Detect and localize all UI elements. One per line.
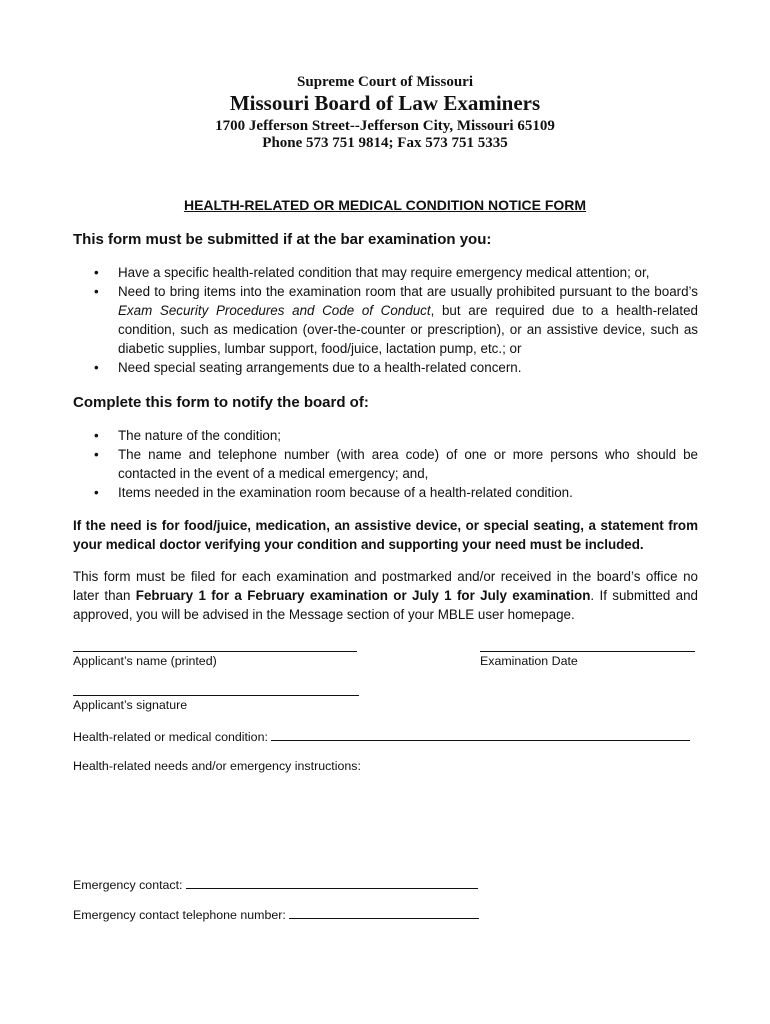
- form-title: HEALTH-RELATED OR MEDICAL CONDITION NOTICE FORM: [183, 197, 587, 213]
- notify-board-heading: Complete this form to notify the board of:: [73, 394, 369, 411]
- board-phone-fax: Phone 573 751 9814; Fax 573 751 5335: [262, 135, 508, 151]
- applicant-name-label: Applicant’s name (printed): [73, 654, 217, 668]
- emergency-phone-label: Emergency contact telephone number:: [73, 908, 286, 922]
- condition-field: [73, 728, 690, 744]
- list-item: • Items needed in the examination room because of a health-related condition.: [73, 483, 698, 502]
- applicant-name-line[interactable]: [73, 651, 357, 652]
- filing-deadline: February 1 for a February examination or July 1 for July examination: [135, 588, 591, 603]
- list-item: • The name and telephone number (with area code) of one or more persons who should be contacted in the event of a medical emergency; and,: [73, 445, 698, 483]
- code-of-conduct-title: Exam Security Procedures and Code of Conduct: [118, 303, 431, 318]
- submission-conditions-heading: This form must be submitted if at the bar examination you:: [73, 231, 492, 248]
- needs-field: [73, 759, 361, 773]
- condition-label: Health-related or medical condition:: [73, 730, 268, 744]
- notify-board-list: [73, 426, 698, 502]
- emergency-phone-input-line[interactable]: [289, 906, 479, 919]
- exam-date-line[interactable]: [480, 651, 695, 652]
- board-name: Missouri Board of Law Examiners: [229, 91, 541, 115]
- court-name: Supreme Court of Missouri: [297, 74, 473, 90]
- list-item: • The nature of the condition;: [73, 426, 698, 445]
- emergency-phone-field: [73, 906, 479, 922]
- board-address: 1700 Jefferson Street--Jefferson City, Missouri 65109: [215, 118, 555, 134]
- list-item: • Have a specific health-related condition that may require emergency medical attention; or,: [73, 263, 698, 282]
- filing-deadline-paragraph: This form must be filed for each examination and postmarked and/or received in the board’s office no later than February 1 for a February examination or July 1 for July examination. If submitted and approved, you will be advised in the Message section of your MBLE user homepage.: [73, 569, 698, 622]
- doctor-statement-requirement: If the need is for food/juice, medication, an assistive device, or special seating, a statement from your medical doctor verifying your condition and supporting your need must be included.: [73, 518, 698, 552]
- applicant-signature-line[interactable]: [73, 695, 359, 696]
- list-item: • Need to bring items into the examination room that are usually prohibited pursuant to the board’s Exam Security Procedures and Code of Conduct, but are required due to a health-related condition, such as medication (over-the-counter or prescription), or an assistive device, such as diabetic supplies, lumbar support, food/juice, lactation pump, etc.; or: [73, 282, 698, 358]
- applicant-signature-label: Applicant’s signature: [73, 698, 188, 712]
- exam-date-label: Examination Date: [480, 654, 578, 668]
- emergency-contact-label: Emergency contact:: [73, 878, 183, 892]
- emergency-contact-input-line[interactable]: [186, 876, 478, 889]
- submission-conditions-list: [73, 263, 698, 377]
- condition-input-line[interactable]: [271, 728, 690, 741]
- needs-label: Health-related needs and/or emergency instructions:: [73, 759, 361, 773]
- emergency-contact-field: [73, 876, 478, 892]
- list-item: • Need special seating arrangements due to a health-related concern.: [73, 358, 698, 377]
